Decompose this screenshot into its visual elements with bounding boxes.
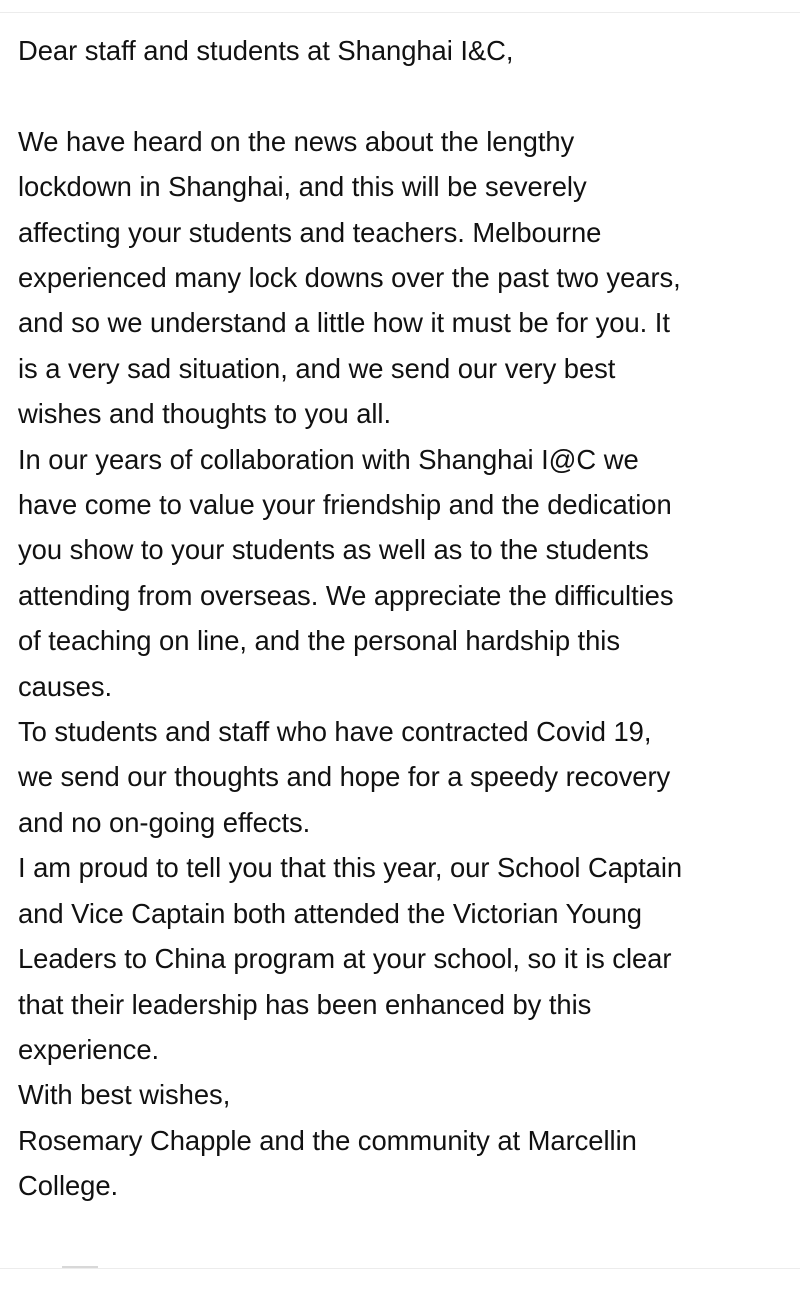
blank-line	[18, 73, 793, 118]
top-divider	[0, 12, 800, 13]
paragraph-lockdown: We have heard on the news about the lengthy lockdown in Shanghai, and this will be severely affecting your students and teachers. Melbourne experienced many lock downs over the past two years, and so we understand a little how it must be for you. It is a very sad situation, and we send our very best wishes and thoughts to you all.	[18, 125, 681, 430]
paragraph-collaboration: In our years of collaboration with Shanghai I@C we have come to value your friendship and the dedication you show to your students as well as to the students attending from overseas. We appreciate the difficulties of teaching on line, and the personal hardship this causes.	[18, 443, 674, 702]
closing-line: With best wishes,	[18, 1079, 231, 1111]
greeting-line: Dear staff and students at Shanghai I&C,	[18, 35, 514, 66]
paragraph-covid: To students and staff who have contracted Covid 19, we send our thoughts and hope for a speedy recovery and no on-going effects.	[18, 716, 671, 838]
message-body	[18, 28, 793, 1209]
paragraph-young-leaders: I am proud to tell you that this year, our School Captain and Vice Captain both attended the Victorian Young Leaders to China program at your school, so it is clear that their leadership has been enhanced by this experience.	[18, 852, 683, 1065]
bottom-divider	[0, 1268, 800, 1269]
signature-line: Rosemary Chapple and the community at Marcellin College.	[18, 1124, 637, 1202]
